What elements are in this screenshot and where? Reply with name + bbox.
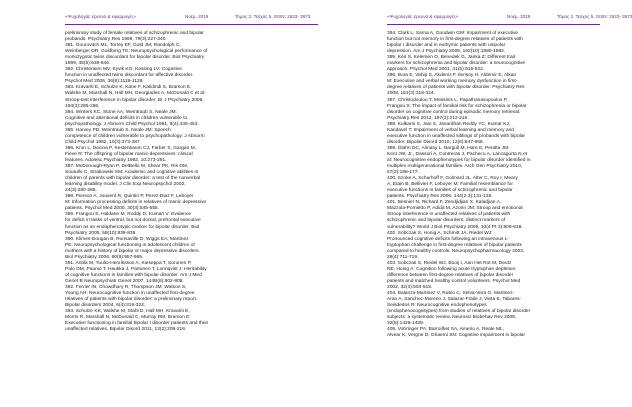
reference-line: 382. Christensen MV, Kyvik KO, Kessing LV: Cognitive: [65, 67, 182, 73]
reference-line: disorder. Bipolar Disord 2010, 12(6):647-656.: [387, 139, 484, 145]
journal-title-right: «Ψυχολογία: έρευνα & εφαρμογές»: [387, 14, 459, 19]
reference-line: Psychiatry Res 2012, 197(3):212-216.: [387, 115, 469, 121]
reference-line: M: Information processing deficits in relatives of manic depressive: [65, 200, 207, 206]
reference-line: patients and matched healthy control volunteers. Psychol Med: [387, 278, 521, 284]
reference-line: Child Psychol 1982, 10(3):373-387.: [65, 139, 141, 145]
reference-line: schizophrenic and bipolar disorders: distinct markers of: [387, 218, 506, 224]
reference-line: A, Etain B, Bellivier F, Leboyer M: Familial resemblance for: [387, 182, 513, 188]
reference-line: 400. Szoke A, Schurhoff F, Golmard JL, Alter C, Roy I, Meary: [387, 176, 518, 182]
reference-line: Stroop interference in unaffected relatives of patients with: [387, 212, 511, 218]
reference-line: probands. Psychiatry Res 1998, 79(3):227-240.: [65, 37, 167, 43]
reference-line: Biol Psychiatry 2006, 60(9):957-965.: [65, 254, 144, 260]
page-header: [0, 0, 632, 28]
reference-line: 391. Antila M, Tuulio-Henriksson A, Kieseppa T, Soronen P,: [65, 260, 192, 266]
reference-line: 1999, 45(5):639-646.: [65, 61, 111, 67]
reference-line: degree relatives of patients with bipolar disorder. Psychiatry Res: [387, 85, 525, 91]
reference-line: 2008, 161(3):318-324.: [387, 91, 435, 97]
reference-line: Genet B Neuropsychiatr Genet 2007, 144B(6):802-808.: [65, 278, 184, 284]
reference-line: 392. Ferrier IN, Chowdhury R, Thompson JM, Watson S,: [65, 284, 187, 290]
reference-line: unaffected relatives. Bipolar Disord 2011, 13(2):208-216.: [65, 327, 187, 333]
reference-line: Kent JW, Jr., Dassori A, Contreras J, Pacheco A, Lanzagorta N et: [387, 151, 527, 157]
reference-line: tryptophan challenge in first-degree relatives of bipolar patients: [387, 242, 522, 248]
reference-line: Walshe M, Marshall N, Hall MH, Georgiades A, McDonald C et al:: [65, 91, 206, 97]
reference-line: subjects: a systematic review. Neurosci Biobehav Rev 2008,: [387, 315, 517, 321]
reference-line: Executive functioning in familial bipolar I disorder patients and their: [65, 321, 209, 327]
reference-line: 404. Balanza-Martinez V, Rubio C, Selva-Vera G, Martinez-: [387, 291, 515, 297]
reference-line: learning disability model. J Clin Exp Neuropsychol 2002,: [65, 182, 186, 188]
reference-line: 194(3):285-286.: [65, 103, 100, 109]
reference-line: disorder on cognitive control during episodic memory retrieval.: [387, 109, 521, 115]
reference-line: 387. McDonough-Ryan P, DelBello M, Shear PK, Ris DM,: [65, 164, 189, 170]
reference-line: executive function in unaffected siblings of probands with bipolar: [387, 133, 526, 139]
reference-line: 2002, 32(3):503-515.: [387, 284, 433, 290]
reference-line: competence of children vulnerable to psychopathology. J Abnorm: [65, 133, 205, 139]
reference-line: Alvear K, Vergne D, Ghaemi SN: Cognitive impairment in bipolar: [387, 333, 526, 339]
reference-line: of cognitive functions in families with bipolar disorder. Am J Med: [65, 272, 202, 278]
reference-line: Cognitive and attentional deficits in children vulnerable to: [65, 115, 188, 121]
reference-line: Psychol Med 2006, 36(8):1119-1129.: [65, 79, 144, 85]
reference-line: NE, Honig A: Cognition following acute tryptophan depletion:: [387, 266, 517, 272]
reference-line: 385. Harvey PD, Weintraub S, Neale JM: Speech: [65, 127, 171, 133]
reference-line: 402. Sobczak S, Honig A, Schmitt JA, Riedel WJ:: [387, 230, 493, 236]
reference-line: 396. Bora E, Vahip S, Akdeniz F, Ilerisoy H, Aldemir E, Alkan: [387, 73, 517, 79]
reference-line: 67(2):168-177.: [387, 170, 419, 176]
reference-line: 394. Clark L, Sarna A, Goodwin GM: Impairment of executive: [387, 31, 519, 36]
reference-line: al: Neurocognitive endophenotypes for bipolar disorder identified in: [387, 157, 531, 163]
reference-line: 384. Winters KC, Stone AA, Weintraub S, Neale JM:: [65, 109, 177, 115]
reference-line: function as an endophenotypic marker for bipolar disorder. Biol: [65, 224, 200, 230]
reference-line: Kandavel T: Impairment of verbal learning and memory and: [387, 127, 514, 133]
reference-line: monozygotic twins discordant for bipolar disorder. Biol Psychiatry: [65, 55, 205, 61]
reference-line: Aran A, Sanchez-Moreno J, Salazar-Fraile J, Vieta E, Tabares-: [387, 297, 522, 303]
reference-line: 399. Glahn DC, Almasy L, Barguil M, Hare E, Peralta JM,: [387, 145, 510, 151]
reference-line: PE: Neuropsychological functioning in adolescent children of: [65, 242, 195, 248]
reference-line: Psychiatry 2005, 58(10):838-839.: [65, 230, 137, 236]
reference-line: compared to healthy controls. Neuropsychopharmacology 2003,: [387, 248, 525, 254]
reference-line: approach. Psychol Med 2001, 31(5):915-922.: [387, 67, 485, 73]
reference-line: difference between first-degree relatives of bipolar disorder: [387, 272, 514, 278]
reference-line: Weinberger DR, Goldberg TE: Neuropsychological performance of: [65, 49, 208, 55]
reference-line: function but not memory in first-degree relatives of patients with: [387, 37, 523, 43]
reference-line: 403. Sobczak S, Riedel WJ, Booij I, Aan Het Rot M, Deutz: [387, 260, 512, 266]
reference-line: Bipolar disorders 2004, 6(4):319-322.: [65, 303, 146, 309]
reference-line: M: Executive and verbal working memory dysfunction in first-: [387, 79, 518, 85]
reference-line: 24(3):280-285.: [65, 188, 97, 194]
reference-line: function in unaffected twins discordant for affective disorder.: [65, 73, 194, 79]
reference-line: Soutullo C, Strakowski SM: Academic and cognitive abilities in: [65, 170, 199, 176]
issue-date-right: Νοέμ. 2019: [507, 14, 531, 19]
reference-line: psychopathology. J Abnorm Child Psychol 1981, 9(4):435-453.: [65, 121, 199, 127]
reference-line: 398. Kulkarni S, Jain S, Janardhan Reddy YC, Kumar KJ,: [387, 121, 511, 127]
reference-line: Frangou S: The impact of familial risk for schizophrenia or bipolar: [387, 103, 527, 109]
reference-line: 381. Gourovitch ML, Torrey EF, Gold JM, Randolph C,: [65, 43, 181, 49]
reference-line: 389. Frangou S, Haldane M, Roddy D, Kumari V: Evidence: [65, 212, 192, 218]
reference-line: 401. Besnier N, Richard F, Zendjidjian X, Kaladjian A,: [387, 200, 502, 206]
reference-line: Mazzola-Pomietto P, Adida M, Azorin JM: Stroop and emotional: [387, 206, 523, 212]
reference-line: for deficit in tasks of ventral, but not dorsal, prefrontal executive: [65, 218, 201, 224]
reference-line: 397. Christodoulou T, Messinis L, Papathanasopoulos P,: [387, 97, 508, 103]
reference-line: depression. Am J Psychiatry 2005, 162(10):1980-1982.: [387, 49, 506, 55]
reference-line: relatives of patients with bipolar disorder: a preliminary report.: [65, 297, 198, 303]
header-rule-left: [65, 24, 318, 25]
reference-line: 395. Kéri S, Kelemen O, Benedek G, Janka Z: Different trait: [387, 55, 516, 61]
reference-line: 386. Kron L, Decina P, Kestenbaum CJ, Farber S, Gargan M,: [65, 145, 197, 151]
reference-line: Morris R, Marshall N, McDonald C, Murray RM, Bramon E:: [65, 315, 191, 321]
reference-line: Fieve R: The offspring of bipolar manic-depressives: clinical: [65, 151, 193, 157]
reference-line: Pronounced cognitive deficits following an intravenous L-: [387, 236, 509, 242]
header-rule-right: [387, 24, 600, 25]
reference-line: 28(4):711-719.: [387, 254, 419, 260]
reference-line: vulnerability? World J Biol Psychiatry 2009, 10(4 Pt 3):809-818.: [387, 224, 523, 230]
reference-line: 383. Kravariti E, Schulze K, Kane F, Kalidindi S, Bramon E,: [65, 85, 192, 91]
reference-line: features. Adolesc Psychiatry 1982, 10:273-291.: [65, 157, 167, 163]
volume-info-right: Τόμος 2, Τεύχος 5, ISSN: 2623- 3673: [557, 14, 632, 19]
reference-line: Seisdedos R: Neurocognitive endophenotypes: [387, 303, 487, 309]
reference-line: 393. Schulze KK, Walshe M, Stahl D, Hall MH, Kravariti E,: [65, 309, 190, 315]
reference-line: 388. Pierson A, Jouvent R, Quintin P, Perez-Diaz F, Leboyer: [65, 194, 194, 200]
left-column-references: [65, 31, 317, 333]
reference-line: multiplex multigenerational families. Arch Gen Psychiatry 2010,: [387, 164, 523, 170]
volume-info: Τόμος 2, Τεύχος 5, ISSN: 2623- 3673: [235, 14, 311, 19]
reference-line: 405. Vohringer PA, Barroilhet SA, Amerio A, Reale ML,: [387, 327, 505, 333]
journal-title: «Ψυχολογία: έρευνα & εφαρμογές»: [65, 14, 137, 19]
reference-line: Young AH: Neurocognitive function in unaffected first-degree: [65, 291, 195, 297]
issue-date: Νοέμ. 2019: [185, 14, 209, 19]
reference-line: (endophenocognitypes) from studies of relatives of bipolar disorder: [387, 309, 531, 315]
reference-line: patients. Psychol Med 2000, 30(3):545-555.: [65, 206, 159, 212]
right-column-references: [387, 31, 600, 339]
reference-line: 32(8):1426-1438.: [387, 321, 425, 327]
reference-line: executive functions in families of schizophrenic and bipolar: [387, 188, 513, 194]
reference-line: Palo OM, Paunio T, Haukka J, Partonen T, Lonnqvist J: Heritability: [65, 266, 207, 272]
reference-line: 390. Klimes-Dougan B, Ronsaville D, Wiggs EA, Martinez: [65, 236, 189, 242]
reference-line: Stroop-test interference in bipolar disorder. Br J Psychiatry 2009,: [65, 97, 204, 103]
reference-line: markers for schizophrenia and bipolar disorder: a neurocognitive: [387, 61, 526, 67]
reference-line: mothers with a history of bipolar or major depressive disorders.: [65, 248, 200, 254]
reference-line: patients. Psychiatry Res 2006, 144(2-3):131-138.: [387, 194, 493, 200]
reference-line: children of parents with bipolar disorder: a test of the nonverbal: [65, 176, 201, 182]
reference-line: preliminary study of female relatives of schizophrenic and bipolar: [65, 31, 204, 36]
reference-line: bipolar I disorder and in euthymic patients with unipolar: [387, 43, 506, 49]
